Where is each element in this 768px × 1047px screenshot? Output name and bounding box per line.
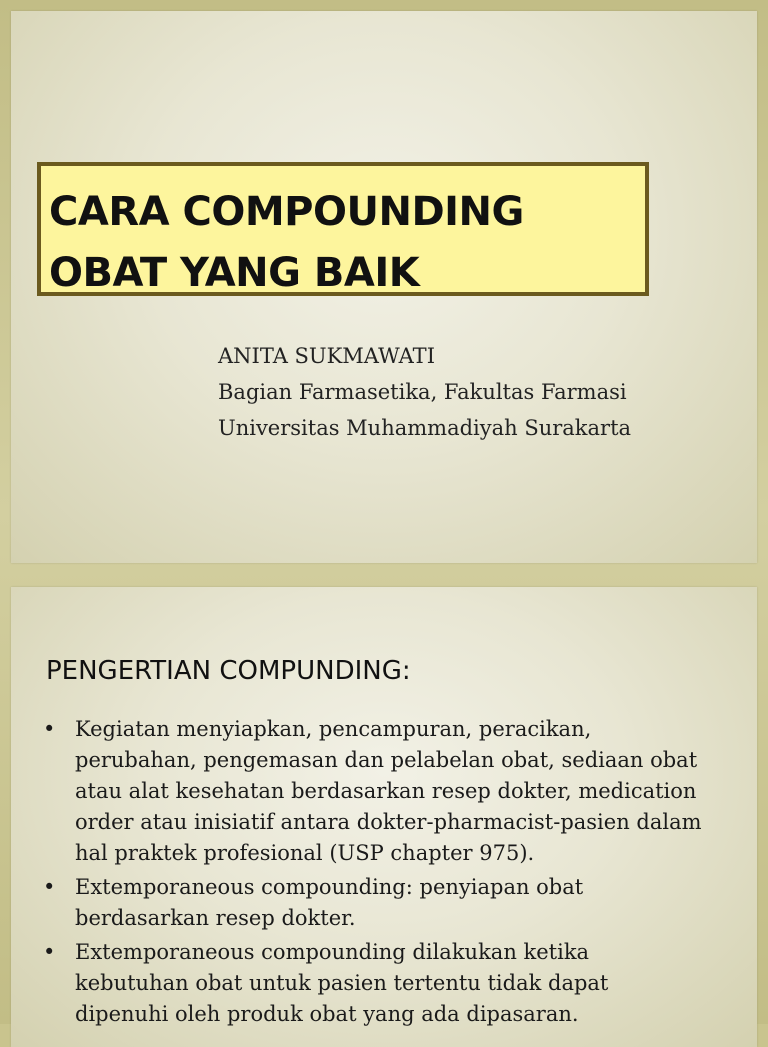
university: Universitas Muhammadiyah Surakarta bbox=[218, 416, 632, 440]
slide-2[interactable] bbox=[11, 587, 757, 1047]
bullet-item bbox=[41, 714, 731, 869]
title-box bbox=[37, 162, 649, 296]
bullet-list bbox=[41, 714, 731, 1033]
bullet-icon: • bbox=[43, 940, 56, 964]
bullet-line: Kegiatan menyiapkan, pencampuran, peracikan, bbox=[75, 717, 592, 741]
bullet-item bbox=[41, 937, 731, 1030]
bullet-line: hal praktek profesional (USP chapter 975). bbox=[75, 841, 535, 865]
bullet-line: order atau inisiatif antara dokter-pharmacist-pasien dalam bbox=[75, 810, 702, 834]
bullet-line: perubahan, pengemasan dan pelabelan obat, sediaan obat bbox=[75, 748, 698, 772]
slide-subtitle bbox=[218, 338, 631, 446]
bullet-text bbox=[75, 714, 731, 869]
slide-heading: PENGERTIAN COMPUNDING: bbox=[46, 656, 411, 686]
department: Bagian Farmasetika, Fakultas Farmasi bbox=[218, 380, 627, 404]
bullet-line: atau alat kesehatan berdasarkan resep dokter, medication bbox=[75, 779, 697, 803]
bullet-item bbox=[41, 872, 731, 934]
bullet-icon: • bbox=[43, 717, 56, 741]
bullet-line: Extemporaneous compounding dilakukan ketika bbox=[75, 940, 590, 964]
slide-title bbox=[49, 182, 524, 304]
bullet-text bbox=[75, 937, 731, 1030]
bullet-line: berdasarkan resep dokter. bbox=[75, 906, 356, 930]
bullet-line: kebutuhan obat untuk pasien tertentu tidak dapat bbox=[75, 971, 609, 995]
author-name: ANITA SUKMAWATI bbox=[218, 344, 435, 368]
bullet-line: Extemporaneous compounding: penyiapan obat bbox=[75, 875, 584, 899]
title-line: OBAT YANG BAIK bbox=[49, 250, 420, 296]
slide-1[interactable] bbox=[11, 11, 757, 563]
bullet-text bbox=[75, 872, 731, 934]
bullet-icon: • bbox=[43, 875, 56, 899]
title-line: CARA COMPOUNDING bbox=[49, 189, 524, 235]
bullet-line: dipenuhi oleh produk obat yang ada dipasaran. bbox=[75, 1002, 579, 1026]
